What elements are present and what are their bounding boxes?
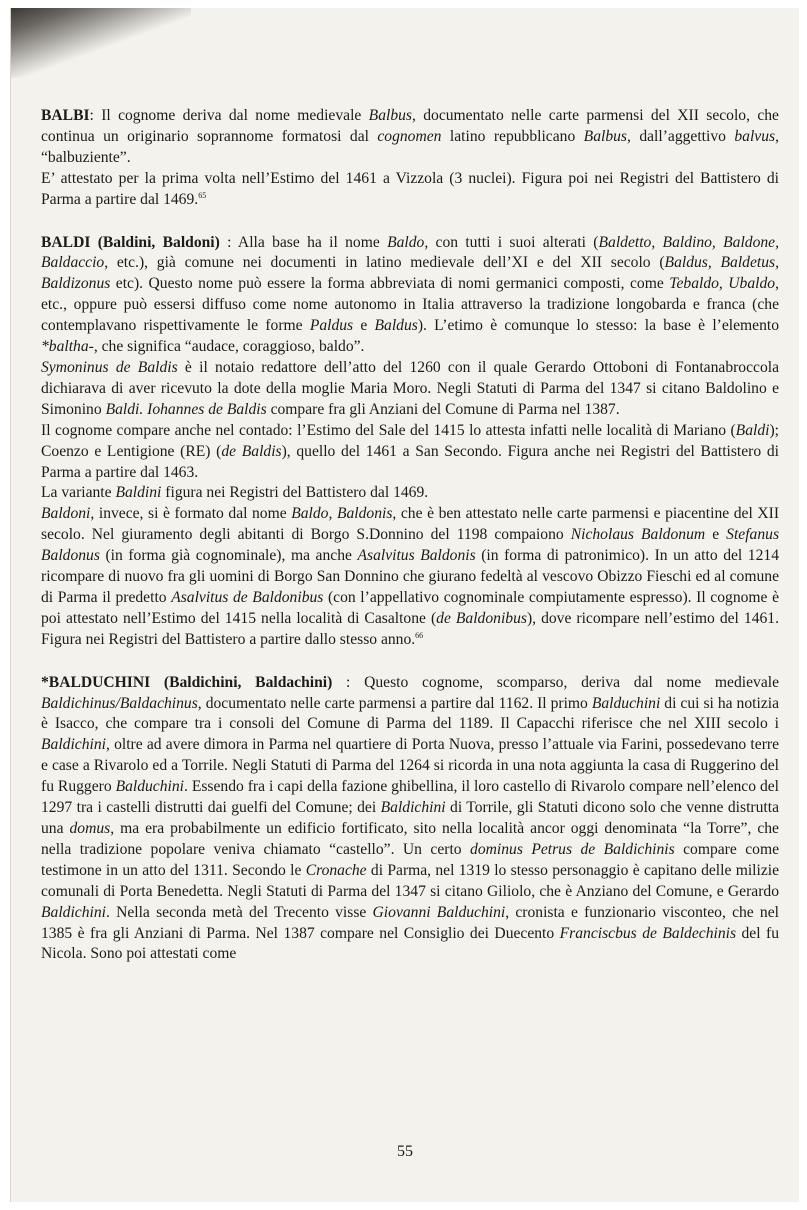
text-run: , che significa “audace, coraggioso, baldo”. xyxy=(93,338,365,356)
text-run: , documentato nelle carte parmensi a partire dal 1162. Il primo xyxy=(197,694,592,712)
italic-text: Giovanni Balduchini xyxy=(372,903,506,921)
text-run: , ma era probabilmente un edificio fortificato, sito nella località ancor oggi denominata “la Torre”, che nella tradizione popolare veniva chiamato “castello”. Un certo xyxy=(41,820,779,858)
italic-text: balvus xyxy=(734,127,776,145)
entry-headword: *BALDUCHINI (Baldichini, Baldachini) xyxy=(41,673,333,691)
text-run: , etc.), già comune nei documenti in latino medievale dell’XI e del XII secolo ( xyxy=(104,254,665,272)
italic-text: Franciscbus de Baldechinis xyxy=(559,924,737,942)
text-run: (in forma di patronimico). In un atto del 1214 ricompare di nuovo fra gli uomini di Borgo San Donnino che giurano fedeltà al vescovo Obizzo Fieschi ed al comune di Parma il predetto xyxy=(41,547,779,606)
entry-headword: BALDI (Baldini, Baldoni) xyxy=(41,233,220,251)
italic-text: Cronache xyxy=(305,861,367,879)
footnote-ref: 65 xyxy=(198,190,207,200)
dictionary-entry xyxy=(41,106,779,211)
entry-headword: BALBI xyxy=(41,107,90,124)
entry-paragraph xyxy=(41,483,779,504)
text-run: Il cognome compare anche nel contado: l’Estimo del Sale del 1415 lo attesta infatti nelle località di Mariano ( xyxy=(41,421,736,439)
italic-text: Stefanus Baldonus xyxy=(41,526,780,565)
text-run: e xyxy=(705,526,727,544)
scan-shadow xyxy=(11,8,191,78)
italic-text: Tebaldo, Ubaldo xyxy=(669,275,776,293)
text-run: compare come testimone in un atto del 1311. Secondo le xyxy=(41,840,779,879)
italic-text: domus xyxy=(69,820,111,837)
italic-text: Baldini xyxy=(115,484,162,502)
text-run: , cronista e funzionario visconteo, che nel 1385 è fra gli Anziani di Parma. Nel 1387 compare nel Consiglio dei Duecento xyxy=(41,903,779,942)
text-run: E’ attestato per la prima volta nell’Estimo del 1461 a Vizzola (3 nuclei). Figura poi nei Registri del Battistero di Parma a partire dal 1469. xyxy=(41,169,779,208)
text-run: , dall’aggettivo xyxy=(627,127,735,145)
italic-text: Baldichini xyxy=(41,736,106,754)
book-page xyxy=(10,8,799,1202)
text-run: , “balbuziente”. xyxy=(41,127,779,166)
text-run: : Questo cognome, scomparso, deriva dal nome medievale xyxy=(332,673,779,691)
italic-text: dominus Petrus de Baldichinis xyxy=(470,840,675,858)
italic-text: de Baldonibus xyxy=(436,609,527,627)
italic-text: Baldoni xyxy=(41,505,91,523)
text-run: , oltre ad avere dimora in Parma nel quartiere di Porta Nuova, presso l’attuale via Farini, possedevano terre e case a Rivarolo ed a Torrile. Negli Statuti di Parma del 1264 si ricorda in una nota aggiunta la casa di Ruggerino del fu Ruggero xyxy=(41,736,779,796)
footnote-ref: 66 xyxy=(415,630,424,640)
text-run: ), dove ricompare nell’estimo del 1461. Figura nei Registri del Battistero a partire dallo stesso anno. xyxy=(41,609,779,648)
entry-paragraph xyxy=(41,504,779,650)
italic-text: de Baldis xyxy=(221,442,282,460)
entry-paragraph xyxy=(41,233,779,358)
text-run: compare fra gli Anziani del Comune di Parma nel 1387. xyxy=(266,400,620,418)
text-run: , etc., oppure può essersi diffuso come nome autonomo in Italia attraverso la tradizione longobarda e franca (che contemplavano rispettivamente le forme xyxy=(41,275,779,335)
entry-paragraph xyxy=(41,358,779,421)
text-run: , documentato nelle carte parmensi del XII secolo, che continua un originario soprannome formatosi dal xyxy=(41,107,779,145)
text-run: , invece, si è formato dal nome xyxy=(90,505,292,523)
text-run: ). L’etimo è comunque lo stesso: la base è l’elemento xyxy=(417,317,779,335)
entry-paragraph xyxy=(41,421,779,484)
italic-text: Baldichini xyxy=(380,799,446,817)
italic-text: *baltha- xyxy=(41,338,94,356)
italic-text: Balduchini xyxy=(115,778,184,796)
text-run: di cui si ha notizia è Isacco, che compare tra i consoli del Comune di Parma del 1189. Il Capacchi riferisce che nel XIII secolo i xyxy=(41,694,779,733)
text-run: di Parma, nel 1319 lo stesso personaggio è capitano delle milizie comunali di Porta Benedetta. Negli Statuti di Parma del 1347 si citano Giliolo, che è Anziano del Comune, e Gerardo xyxy=(41,861,779,900)
italic-text: Baldus, Baldetus, Baldizonus xyxy=(41,254,779,293)
text-run: figura nei Registri del Battistero dal 1469. xyxy=(161,484,429,502)
italic-text: Baldetto, Baldino, Baldone, Baldaccio xyxy=(41,233,780,272)
text-run: : Il cognome deriva dal nome medievale xyxy=(89,107,369,124)
italic-text: Asalvitus de Baldonibus xyxy=(171,588,324,606)
text-run: etc). Questo nome può essere la forma abbreviata di nomi germanici composti, come xyxy=(110,275,670,293)
italic-text: Baldo, Baldonis xyxy=(291,505,393,523)
text-run: e xyxy=(353,317,375,335)
dictionary-text xyxy=(41,106,779,987)
dictionary-entry xyxy=(41,233,779,651)
italic-text: Baldi xyxy=(735,421,770,439)
text-run: di Torrile, gli Statuti dicono solo che venne distrutta una xyxy=(41,799,779,837)
italic-text: Balduchini xyxy=(591,694,661,712)
dictionary-entry xyxy=(41,673,779,966)
text-run: , con tutti i suoi alterati ( xyxy=(424,233,599,251)
italic-text: Balbus xyxy=(368,107,412,124)
text-run: del fu Nicola. Sono poi attestati come xyxy=(41,924,780,963)
italic-text: Balbus xyxy=(583,127,627,145)
text-run: . Essendo fra i capi della fazione ghibellina, il loro castello di Rivarolo compare nell’elenco del 1297 tra i castelli distrutti dai guelfi del Comune; dei xyxy=(41,778,779,817)
entry-paragraph xyxy=(41,106,779,169)
text-run: : Alla base ha il nome xyxy=(219,233,388,251)
text-run: . Nella seconda metà del Trecento visse xyxy=(105,903,373,921)
italic-text: Asalvitus Baldonis xyxy=(357,547,476,565)
italic-text: Baldo xyxy=(387,233,425,251)
italic-text: Baldus xyxy=(374,317,418,335)
entry-paragraph xyxy=(41,673,779,966)
italic-text: Paldus xyxy=(309,317,354,335)
text-run: latino repubblicano xyxy=(441,127,584,145)
text-run: La variante xyxy=(41,484,116,502)
italic-text: Symoninus de Baldis xyxy=(41,358,178,376)
text-run: , che è ben attestato nelle carte parmensi e piacentine del XII secolo. Nel giuramento degli abitanti di Borgo S.Donnino del 1198 compaiono xyxy=(41,505,780,544)
page-number: 55 xyxy=(397,1143,413,1160)
text-run: ), quello del 1461 a San Secondo. Figura anche nei Registri del Battistero di Parma a partire dal 1463. xyxy=(41,442,779,481)
italic-text: Nicholaus Baldonum xyxy=(570,526,706,544)
italic-text: Baldi. Iohannes de Baldis xyxy=(105,400,267,418)
italic-text: Baldichinus/Baldachinus xyxy=(41,694,198,712)
entry-paragraph xyxy=(41,169,779,211)
text-run: è il notaio redattore dell’atto del 1260 con il quale Gerardo Ottoboni di Fontanabroccola dichiarava di aver ricevuto la dote della moglie Maria Moro. Negli Statuti di Parma del 1347 si citano Baldolino e Simonino xyxy=(41,358,780,418)
text-run: ); Coenzo e Lentigione (RE) ( xyxy=(41,421,779,460)
text-run: (con l’appellativo cognominale compiutamente espresso). Il cognome è poi attestato nell’Estimo del 1415 nella località di Casaltone ( xyxy=(41,588,779,627)
italic-text: cognomen xyxy=(377,127,442,145)
italic-text: Baldichini xyxy=(41,903,106,921)
text-run: (in forma già cognominale), ma anche xyxy=(99,547,358,565)
